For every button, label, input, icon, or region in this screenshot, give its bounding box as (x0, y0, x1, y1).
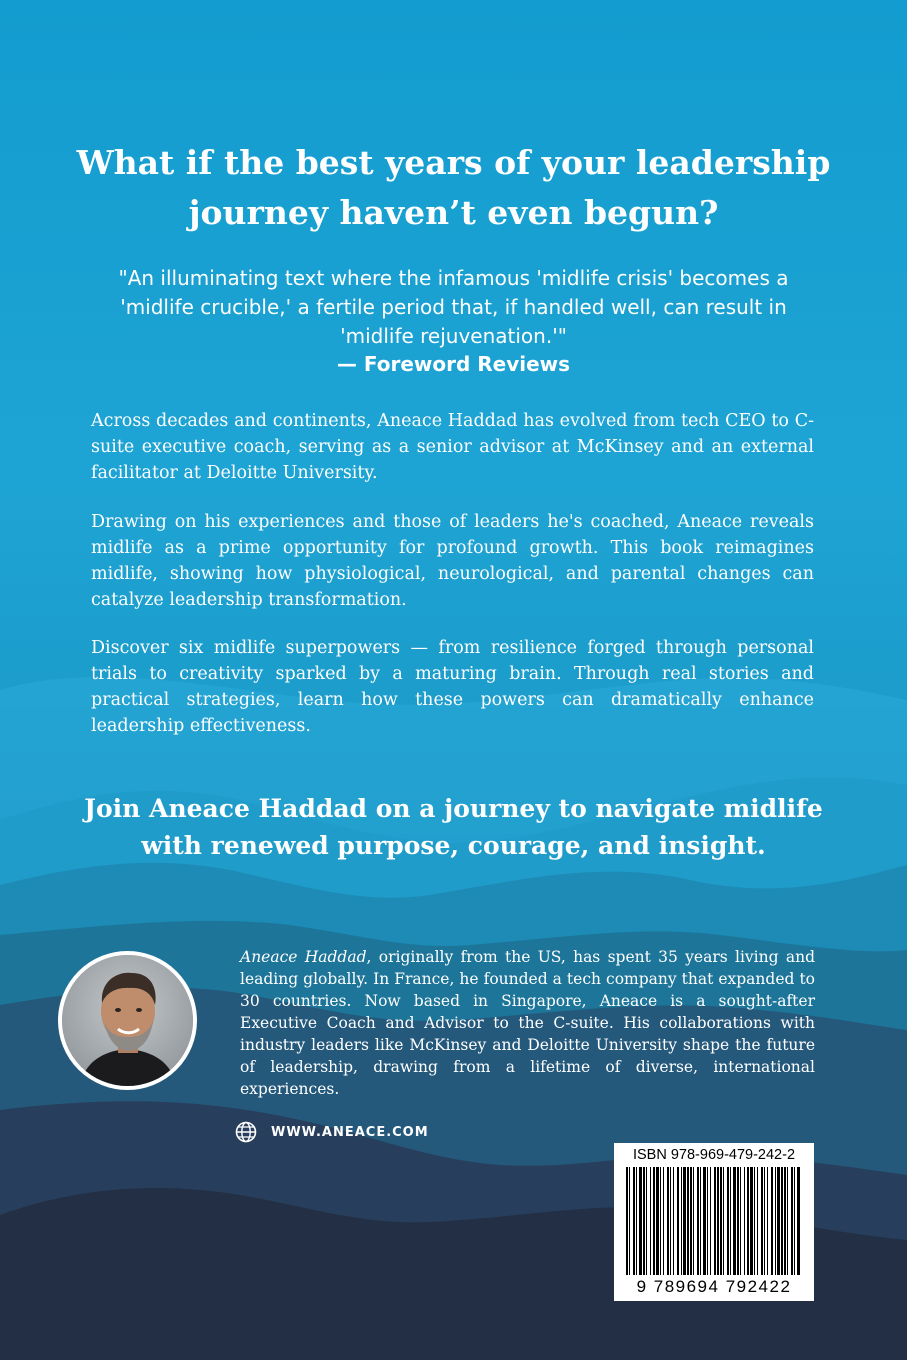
barcode-bar (737, 1167, 739, 1275)
review-quote-block (100, 264, 807, 378)
barcode-bar (629, 1167, 630, 1275)
description-paragraph-2: Drawing on his experiences and those of leaders he's coached, Aneace reveals midlife as a prime opportunity for profound growth. This book reimagines midlife, showing how physiological, neurological, and parental changes can catalyze leadership transformation. (91, 512, 814, 610)
barcode-bar (784, 1167, 786, 1275)
barcode-bar (764, 1167, 765, 1275)
website-url: WWW.ANEACE.COM (271, 1124, 429, 1140)
barcode-bar (643, 1167, 645, 1275)
barcode-bar (633, 1167, 635, 1275)
barcode-digits: 9 789694 792422 (636, 1277, 792, 1296)
description-paragraph-3: Discover six midlife superpowers — from resilience forged through personal trials to creativity sparked by a maturing brain. Through real stories and practical strategies, learn how these powers can dramatically enhance leadership effectiveness. (91, 638, 814, 736)
barcode-bar (673, 1167, 674, 1275)
barcode-bar (700, 1167, 701, 1275)
barcode-bar (794, 1167, 795, 1275)
barcode-bar (730, 1167, 731, 1275)
barcode-bar (740, 1167, 741, 1275)
barcode-bar (639, 1167, 642, 1275)
barcode-bar (754, 1167, 755, 1275)
barcode-bar (775, 1167, 776, 1275)
barcode-bar (787, 1167, 788, 1275)
barcode-bar (646, 1167, 647, 1275)
barcode-bar (663, 1167, 664, 1275)
barcode-bar (636, 1167, 637, 1275)
barcode-bar (656, 1167, 659, 1275)
barcode-bar (707, 1167, 708, 1275)
barcode-bar (687, 1167, 689, 1275)
author-name: Aneace Haddad (240, 948, 367, 966)
barcode-bar (757, 1167, 758, 1275)
author-bio-text: , originally from the US, has spent 35 years living and leading globally. In France, he founded a tech company that expanded to 30 countries. Now based in Singapore, Aneace is a sought-after Executive Coach and Advisor to the C-suite. His collaborations with industry leaders like McKinsey and Deloitte University shape the future of leadership, drawing from a lifetime of diverse, international experiences. (240, 948, 815, 1098)
barcode-bar (653, 1167, 655, 1275)
barcode-bar (681, 1167, 682, 1275)
barcode-bar (677, 1167, 679, 1275)
barcode-bar (670, 1167, 671, 1275)
barcode-bar (690, 1167, 692, 1275)
barcode-bar (660, 1167, 661, 1275)
headline: What if the best years of your leadership journey haven’t even begun? (76, 143, 831, 232)
barcode-bar (733, 1167, 736, 1275)
barcode-bar (771, 1167, 773, 1275)
barcode-bar (744, 1167, 745, 1275)
barcode-bar (720, 1167, 722, 1275)
globe-icon (235, 1121, 257, 1143)
barcode-bar (650, 1167, 651, 1275)
review-source: — Foreword Reviews (336, 352, 571, 376)
barcode-bar (761, 1167, 763, 1275)
isbn-label: ISBN 978-969-479-242-2 (632, 1147, 796, 1163)
barcode-bar (703, 1167, 706, 1275)
isbn-barcode (614, 1143, 814, 1301)
barcode-bar (791, 1167, 793, 1275)
barcode-bars (624, 1167, 804, 1279)
author-avatar (58, 951, 197, 1090)
barcode-bar (797, 1167, 800, 1275)
barcode-bar (714, 1167, 716, 1275)
website-link[interactable] (235, 1120, 429, 1144)
barcode-bar (750, 1167, 753, 1275)
barcode-bar (683, 1167, 686, 1275)
barcode-bar (767, 1167, 768, 1275)
barcode-bar (747, 1167, 749, 1275)
barcode-bar (626, 1167, 628, 1275)
barcode-bar (723, 1167, 724, 1275)
barcode-bar (693, 1167, 694, 1275)
barcode-bar (777, 1167, 780, 1275)
barcode-bar (727, 1167, 729, 1275)
description-paragraph-1: Across decades and continents, Aneace Haddad has evolved from tech CEO to C-suite executive coach, serving as a senior advisor at McKinsey and an external facilitator at Deloitte University. (91, 411, 814, 483)
barcode-bar (697, 1167, 699, 1275)
barcode-bar (710, 1167, 711, 1275)
barcode-bar (667, 1167, 669, 1275)
barcode-bar (781, 1167, 783, 1275)
call-to-action: Join Aneace Haddad on a journey to navigate midlife with renewed purpose, courage, and insight. (84, 794, 823, 860)
review-quote: "An illuminating text where the infamous 'midlife crisis' becomes a 'midlife crucible,' a fertile period that, if handled well, can result in 'midlife rejuvenation.'" (118, 266, 789, 348)
barcode-bar (717, 1167, 719, 1275)
author-bio (240, 946, 815, 1100)
